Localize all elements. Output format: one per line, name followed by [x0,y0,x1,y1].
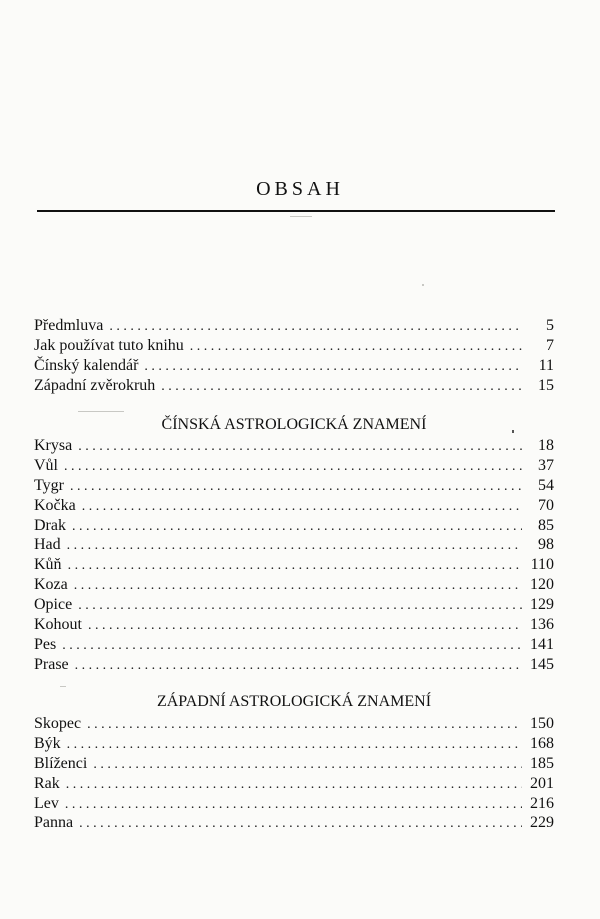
toc-entry-label: Vůl [34,456,58,474]
toc-entry-page: 216 [530,794,554,812]
toc-entry-page: 201 [530,774,554,792]
toc-entry-page: 11 [538,356,554,374]
toc-entry[interactable] [34,575,554,595]
toc-entry-label: Rak [34,774,60,792]
leader-dots [62,636,522,656]
leader-dots [78,596,522,616]
toc-entry-page: 15 [538,376,554,394]
intro-list [34,316,554,396]
western-signs-list [34,714,554,833]
toc-entry-label: Lev [34,794,59,812]
toc-entry-page: 136 [530,616,554,634]
leader-dots [75,656,522,676]
toc-entry[interactable] [34,535,554,555]
toc-entry[interactable] [34,356,554,376]
toc-entry-page: 54 [538,476,554,494]
toc-entry-page: 110 [530,556,554,574]
leader-dots [93,755,522,775]
toc-entry-label: Čínský kalendář [34,356,139,374]
toc-entry[interactable] [34,754,554,774]
toc-entry-label: Předmluva [34,317,104,334]
toc-entry-label: Kočka [34,496,76,514]
title-rule [37,210,555,212]
toc-entry-label: Kohout [34,616,82,634]
leader-dots [74,576,522,596]
toc-entry-label: Jak používat tuto knihu [34,336,184,354]
leader-dots [87,715,522,735]
toc-entry[interactable] [34,813,554,833]
toc-entry-page: 168 [530,734,554,752]
toc-entry-page: 129 [530,596,554,614]
toc-entry-page: 98 [538,536,554,554]
leader-dots [64,457,522,477]
toc-entry[interactable] [34,635,554,655]
leader-dots [66,775,522,795]
toc-entry[interactable] [34,456,554,476]
leader-dots [70,477,522,497]
toc-entry-page: 7 [546,336,554,354]
toc-entry-page: 37 [538,456,554,474]
toc-entry[interactable] [34,615,554,635]
toc-entry-page: 120 [530,576,554,594]
leader-dots [109,317,522,337]
toc-entry-page: 18 [538,437,554,454]
toc-entry-page: 229 [530,814,554,832]
toc-entry-label: Opice [34,596,73,614]
leader-dots [79,814,522,834]
toc-entry-label: Drak [34,516,66,534]
scan-mark [78,411,124,412]
toc-entry-label: Tygr [34,476,64,494]
toc-entry-page: 145 [530,655,554,673]
leader-dots [67,735,522,755]
section-heading-western: ZÁPADNÍ ASTROLOGICKÁ ZNAMENÍ [156,693,432,710]
chinese-signs-list [34,436,554,675]
leader-dots [161,377,522,397]
toc-entry-label: Pes [34,635,57,653]
toc-entry[interactable] [34,655,554,675]
leader-dots [144,357,522,377]
toc-entry-label: Prase [34,655,69,673]
toc-entry-page: 70 [538,496,554,514]
scan-mark [60,686,66,687]
toc-entry[interactable] [34,336,554,356]
toc-entry-label: Blíženci [34,754,88,772]
leader-dots [72,517,522,537]
leader-dots [67,536,522,556]
toc-entry[interactable] [34,555,554,575]
toc-entry-label: Panna [34,814,74,832]
leader-dots [190,337,522,357]
toc-entry-page: 141 [530,635,554,653]
toc-entry[interactable] [34,734,554,754]
leader-dots [88,616,522,636]
toc-entry-label: Západní zvěrokruh [34,376,156,394]
toc-entry-label: Had [34,536,61,554]
leader-dots [65,795,522,815]
scan-mark [290,216,312,217]
toc-entry[interactable] [34,595,554,615]
toc-entry-page: 185 [530,754,554,772]
toc-entry-page: 150 [530,715,554,732]
toc-entry[interactable] [34,516,554,536]
toc-entry[interactable] [34,794,554,814]
toc-entry-label: Býk [34,734,61,752]
toc-entry-page: 5 [546,317,554,334]
toc-entry-label: Koza [34,576,68,594]
toc-entry[interactable] [34,376,554,396]
toc-entry[interactable] [34,774,554,794]
toc-entry[interactable] [34,496,554,516]
toc-entry[interactable] [34,436,554,456]
toc-entry[interactable] [34,714,554,734]
toc-entry-page: 85 [538,516,554,534]
scan-mark [422,284,424,286]
leader-dots [78,437,522,457]
toc-entry-label: Kůň [34,556,62,574]
page-title: OBSAH [256,178,344,200]
toc-entry-label: Skopec [34,715,82,732]
toc-entry[interactable] [34,316,554,336]
section-heading-chinese: ČÍNSKÁ ASTROLOGICKÁ ZNAMENÍ [161,416,427,433]
toc-entry-label: Krysa [34,437,73,454]
leader-dots [68,556,522,576]
toc-entry[interactable] [34,476,554,496]
leader-dots [82,497,522,517]
